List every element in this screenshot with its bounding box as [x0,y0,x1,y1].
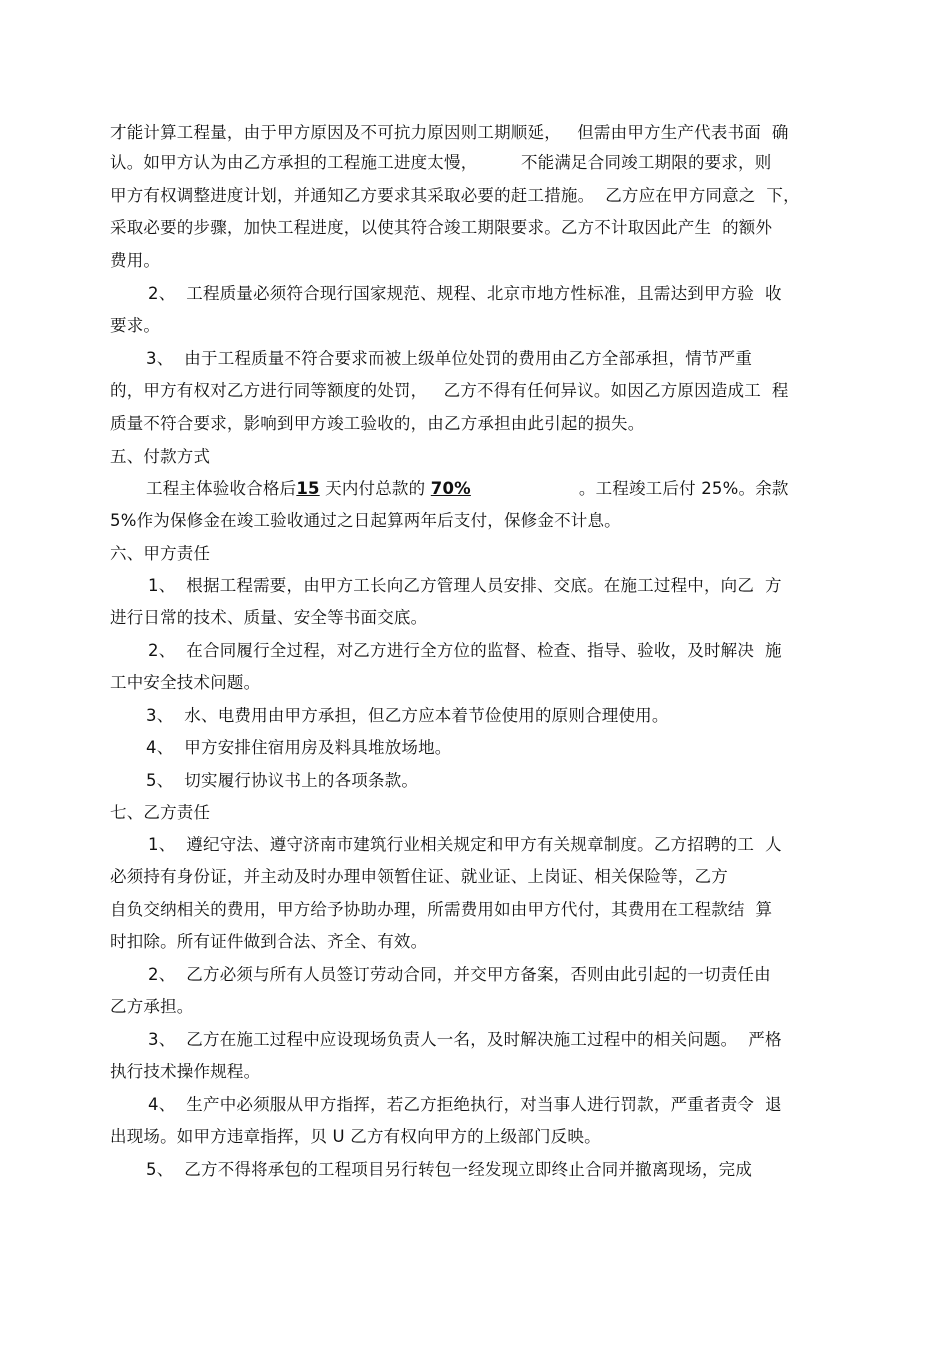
section-heading-party-a: 六、甲方责任 [110,544,211,563]
section-heading-party-b: 七、乙方责任 [110,803,211,822]
text-line: 甲方有权调整进度计划，并通知乙方要求其采取必要的赶工措施。 乙方应在甲方同意之 下， [110,186,800,205]
text-line: 的，甲方有权对乙方进行同等额度的处罚， 乙方不得有任何异议。如因乙方原因造成工 程 [110,381,789,400]
text-line: 费用。 [110,251,161,270]
clause-3-line: 3、 乙方在施工过程中应设现场负责人一名，及时解决施工过程中的相关问题。 严格 [148,1030,782,1049]
clause-2-line: 2、 乙方必须与所有人员签订劳动合同，并交甲方备案，否则由此引起的一切责任由 [148,965,771,984]
text-line: 认。如甲方认为由乙方承担的工程施工进度太慢， 不能满足合同竣工期限的要求，则 [110,153,772,172]
text-line: 执行技术操作规程。 [110,1062,261,1081]
clause-4-line: 4、 生产中必须服从甲方指挥，若乙方拒绝执行，对当事人进行罚款，严重者责令 退 [148,1095,782,1114]
text-line: 必须持有身份证，并主动及时办理申领暂住证、就业证、上岗证、相关保险等，乙方 [110,867,728,886]
section-heading-payment: 五、付款方式 [110,447,211,466]
text-line: 才能计算工程量，由于甲方原因及不可抗力原因则工期顺延， 但需由甲方生产代表书面 确 [110,123,789,142]
clause-2-line: 2、 在合同履行全过程，对乙方进行全方位的监督、检查、指导、验收，及时解决 施 [148,641,782,660]
clause-3-line: 3、 由于工程质量不符合要求而被上级单位处罚的费用由乙方全部承担，情节严重 [146,349,753,368]
payment-percent: 70% [430,479,471,498]
payment-mid: 天内付总款的 [319,479,431,498]
text-line: 要求。 [110,316,161,335]
text-line: 工中安全技术问题。 [110,673,261,692]
text-line: 出现场。如甲方违章指挥，贝 U 乙方有权向甲方的上级部门反映。 [110,1127,601,1146]
text-line: 进行日常的技术、质量、安全等书面交底。 [110,608,428,627]
payment-line [146,478,789,500]
clause-3-line: 3、 水、电费用由甲方承担，但乙方应本着节俭使用的原则合理使用。 [146,706,669,725]
clause-5-line: 5、 切实履行协议书上的各项条款。 [146,771,419,790]
text-line: 时扣除。所有证件做到合法、齐全、有效。 [110,932,428,951]
text-line: 乙方承担。 [110,997,194,1016]
clause-2-line: 2、 工程质量必须符合现行国家规范、规程、北京市地方性标准，且需达到甲方验 收 [148,284,782,303]
clause-1-line: 1、 遵纪守法、遵守济南市建筑行业相关规定和甲方有关规章制度。乙方招聘的工 人 [148,835,782,854]
text-line: 采取必要的步骤，加快工程进度，以使其符合竣工期限要求。乙方不计取因此产生 的额外 [110,218,773,237]
clause-1-line: 1、 根据工程需要，由甲方工长向乙方管理人员安排、交底。在施工过程中，向乙 方 [148,576,782,595]
payment-days: 15 [296,479,320,498]
text-line: 5%作为保修金在竣工验收通过之日起算两年后支付，保修金不计息。 [110,511,621,530]
text-line: 自负交纳相关的费用，甲方给予协助办理，所需费用如由甲方代付，其费用在工程款结 算 [110,900,773,919]
text-line: 质量不符合要求，影响到甲方竣工验收的，由乙方承担由此引起的损失。 [110,414,645,433]
payment-suffix: 。工程竣工后付 25%。余款 [578,479,789,498]
clause-5-line: 5、 乙方不得将承包的工程项目另行转包一经发现立即终止合同并撤离现场，完成 [146,1160,753,1179]
clause-4-line: 4、 甲方安排住宿用房及料具堆放场地。 [146,738,452,757]
payment-prefix: 工程主体验收合格后 [146,479,297,498]
